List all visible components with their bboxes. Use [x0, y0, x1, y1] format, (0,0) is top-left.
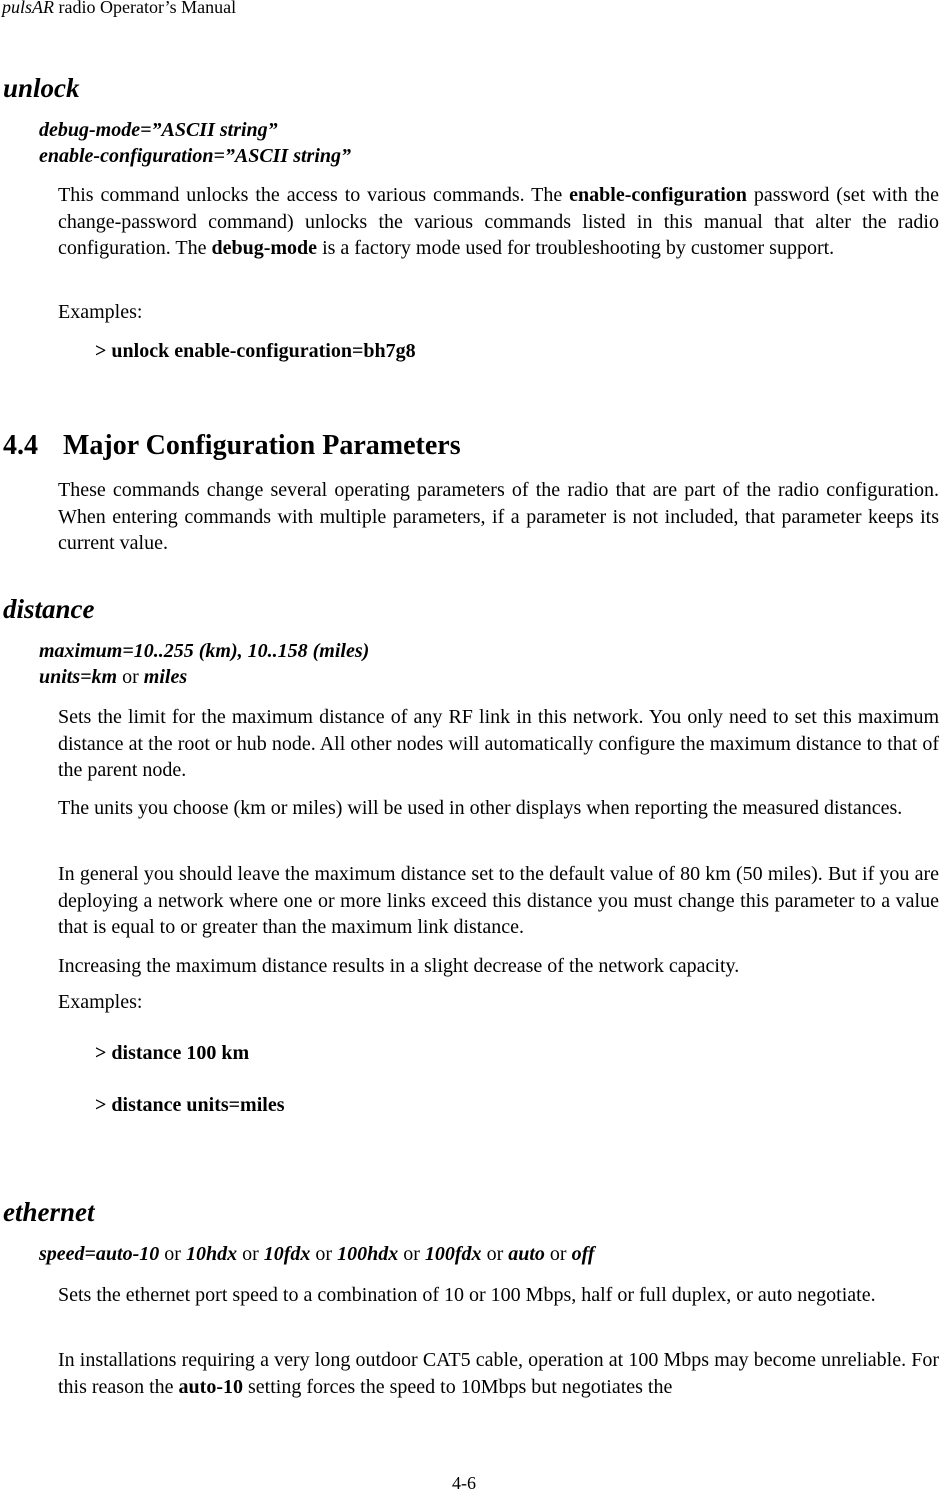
unlock-param-debug — [39, 119, 278, 142]
distance-paragraph-3: In general you should leave the maximum distance set to the default value of 80 km (50 miles). But if you are deploying a network where one or more links exceed this distance you must change this parameter to a value that is equal to or greater than the maximum link distance. — [58, 863, 939, 938]
param-or: or — [117, 666, 144, 688]
distance-param-units — [39, 666, 187, 689]
param-text: 100fdx — [424, 1243, 482, 1265]
distance-paragraph-1: Sets the limit for the maximum distance of any RF link in this network. You only need to set this maximum distance at the root or hub node. All other nodes will automatically configure the maximum distance to that of the parent node. — [58, 706, 939, 781]
text-run: is a factory mode used for troubleshooting by customer support. — [317, 237, 835, 259]
distance-examples-label: Examples: — [58, 991, 143, 1013]
ethernet-param-speed — [39, 1243, 595, 1266]
keyword: enable-configuration — [569, 184, 747, 206]
param-text: enable-configuration=”ASCII string” — [39, 145, 352, 167]
param-or: or — [544, 1243, 572, 1265]
unlock-heading: unlock — [3, 73, 80, 103]
param-or: or — [159, 1243, 186, 1265]
keyword: auto-10 — [178, 1375, 243, 1398]
section-title: Major Configuration Parameters — [63, 430, 461, 461]
ethernet-heading: ethernet — [3, 1197, 95, 1227]
param-text: 10fdx — [263, 1243, 311, 1265]
distance-heading: distance — [3, 594, 95, 624]
text-run: password (set with the change-password command) unlocks the various commands listed in this manual that alter the radio configuration. The — [58, 184, 939, 259]
section-heading — [3, 430, 461, 462]
distance-example-command-2: > distance units=miles — [95, 1094, 285, 1116]
param-text: speed=auto-10 — [39, 1243, 160, 1265]
param-text: auto — [508, 1243, 545, 1265]
distance-example-command-1: > distance 100 km — [95, 1042, 250, 1064]
param-text: 10hdx — [185, 1243, 238, 1265]
distance-paragraph-4: Increasing the maximum distance results in a slight decrease of the network capacity. — [58, 955, 740, 977]
param-text: off — [571, 1243, 595, 1265]
distance-param-maximum — [39, 640, 369, 663]
param-text: 100hdx — [337, 1243, 399, 1265]
ethernet-paragraph-1: Sets the ethernet port speed to a combination of 10 or 100 Mbps, half or full duplex, or auto negotiate. — [58, 1284, 876, 1306]
param-or: or — [237, 1243, 264, 1265]
text-run: setting forces the speed to 10Mbps but negotiates the — [242, 1375, 673, 1398]
param-text: maximum=10..255 (km), 10..158 (miles) — [39, 640, 370, 662]
section-intro: These commands change several operating parameters of the radio that are part of the radio configuration. When entering commands with multiple parameters, if a parameter is not included, that parameter keeps its current value. — [58, 479, 939, 554]
keyword: debug-mode — [211, 237, 318, 259]
unlock-param-enable — [39, 145, 351, 168]
header-product: pulsAR — [2, 0, 54, 17]
unlock-examples-label: Examples: — [58, 301, 143, 323]
param-or: or — [481, 1243, 509, 1265]
section-number: 4.4 — [3, 430, 38, 461]
unlock-example-command: > unlock enable-configuration=bh7g8 — [95, 340, 416, 362]
unlock-description — [58, 182, 939, 262]
distance-paragraph-2: The units you choose (km or miles) will be used in other displays when reporting the measured distances. — [58, 797, 903, 819]
param-text: miles — [143, 666, 188, 688]
page-header — [2, 0, 236, 18]
ethernet-paragraph-2 — [58, 1347, 939, 1400]
param-or: or — [398, 1243, 425, 1265]
header-title: radio Operator’s Manual — [54, 0, 237, 17]
param-text: debug-mode=”ASCII string” — [39, 119, 278, 141]
text-run: This command unlocks the access to various commands. The — [58, 184, 570, 206]
text-run: In installations requiring a very long outdoor CAT5 cable, operation at 100 Mbps may become unreliable. For this reason the — [58, 1349, 939, 1398]
param-text: units=km — [39, 666, 118, 688]
param-or: or — [310, 1243, 338, 1265]
page-number: 4-6 — [452, 1473, 476, 1493]
